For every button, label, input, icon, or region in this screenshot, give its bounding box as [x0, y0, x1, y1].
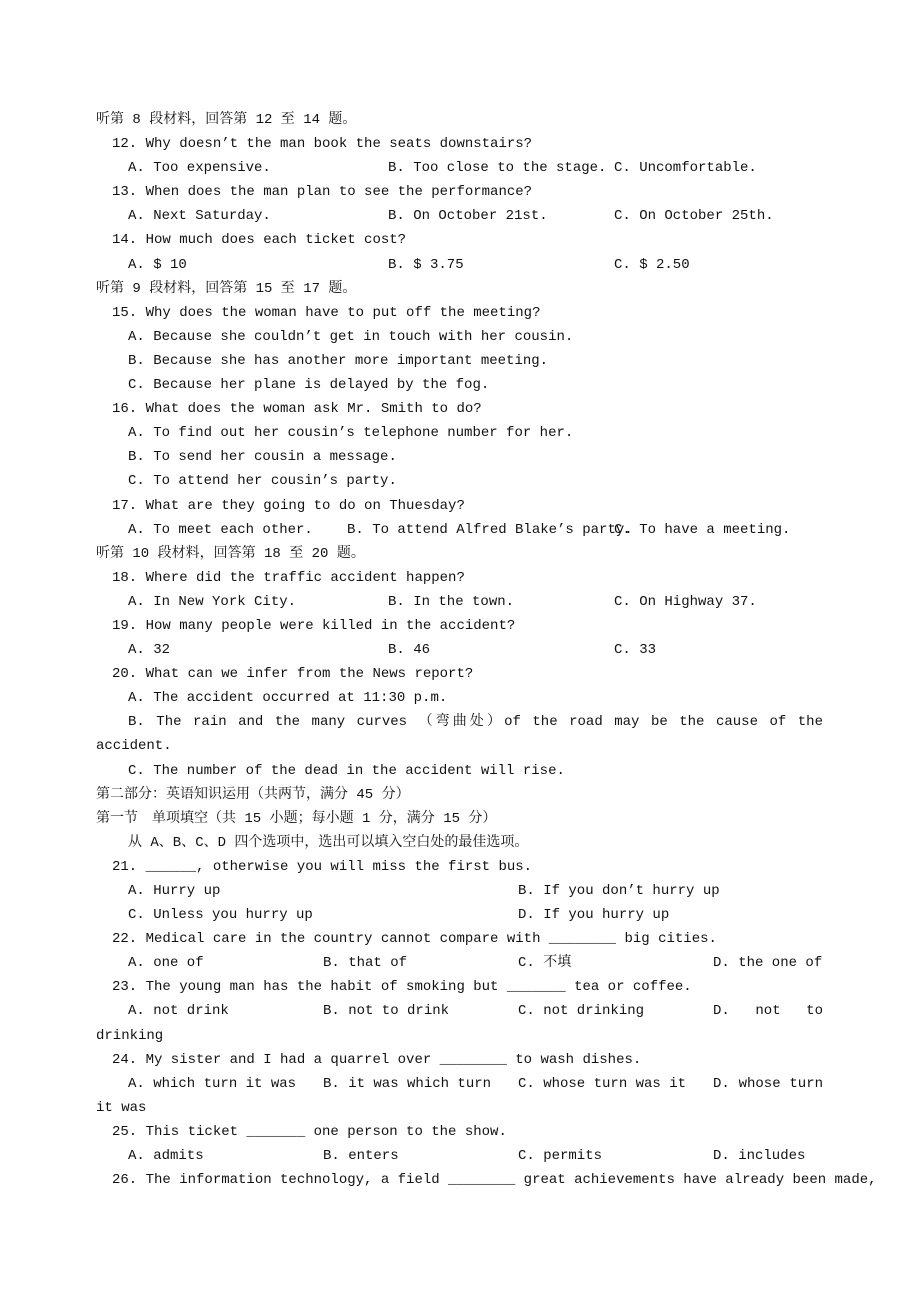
option-line-content: A. The accident occurred at 11:30 p.m. — [128, 690, 448, 707]
answer-option: B. Too close to the stage. — [388, 160, 607, 177]
answer-option: C. To have a meeting. — [614, 521, 791, 538]
option-line-content: C. Because her plane is delayed by the fog. — [128, 377, 490, 394]
question-text — [0, 301, 920, 325]
answer-option: D. the one of — [713, 955, 823, 972]
section-heading-content: 听第 10 段材料，回答第 18 至 20 题。 — [96, 545, 365, 562]
question-text-content: 13. When does the man plan to see the performance? — [112, 184, 533, 201]
answer-option: A. one of — [128, 955, 204, 972]
option-row — [0, 638, 920, 662]
answer-option: C. On Highway 37. — [614, 593, 757, 610]
question-text — [0, 1168, 920, 1192]
option-line-content: C. The number of the dead in the accident will rise. — [128, 762, 565, 779]
answer-option: A. which turn it was — [128, 1075, 297, 1092]
question-text — [0, 132, 920, 156]
option-line — [0, 349, 920, 373]
answer-option: C. On October 25th. — [614, 208, 774, 225]
section-heading-content: 听第 9 段材料，回答第 15 至 17 题。 — [96, 280, 357, 297]
answer-option: D. not to — [713, 1003, 823, 1020]
continued-text — [0, 1096, 920, 1120]
question-text — [0, 855, 920, 879]
continued-text-content: drinking — [96, 1027, 164, 1044]
answer-option: A. Next Saturday. — [128, 208, 271, 225]
option-line — [0, 686, 920, 710]
question-text-content: 14. How much does each ticket cost? — [112, 232, 407, 249]
option-row — [0, 204, 920, 228]
question-text — [0, 180, 920, 204]
answer-option: D. If you hurry up — [518, 907, 670, 924]
option-line-content: B. To send her cousin a message. — [128, 449, 397, 466]
section-heading-content: 第二部分：英语知识运用（共两节，满分 45 分） — [96, 786, 410, 803]
answer-option: B. it was which turn — [323, 1075, 492, 1092]
section-heading — [0, 807, 920, 831]
answer-option: C. not drinking — [518, 1003, 645, 1020]
question-text — [0, 228, 920, 252]
section-heading — [0, 542, 920, 566]
option-row — [0, 1144, 920, 1168]
question-text — [0, 397, 920, 421]
answer-option: A. $ 10 — [128, 256, 187, 273]
option-line-content: B. The rain and the many curves （弯曲处）of the road may be the cause of the — [128, 714, 823, 731]
answer-option: C. 不填 — [518, 955, 572, 972]
answer-option: A. not drink — [128, 1003, 229, 1020]
question-text-content: 18. Where did the traffic accident happen? — [112, 569, 465, 586]
answer-option: B. In the town. — [388, 593, 515, 610]
answer-option: B. On October 21st. — [388, 208, 548, 225]
option-row — [0, 879, 920, 903]
section-heading — [0, 783, 920, 807]
answer-option: D. whose turn — [713, 1075, 823, 1092]
option-line-content: A. To find out her cousin’s telephone number for her. — [128, 425, 574, 442]
answer-option: C. Uncomfortable. — [614, 160, 757, 177]
option-line-content: 从 A、B、C、D 四个选项中，选出可以填入空白处的最佳选项。 — [128, 834, 529, 851]
question-text-content: 26. The information technology, a field ________ great achievements have already been made, — [112, 1172, 877, 1189]
question-text-content: 21. ______, otherwise you will miss the first bus. — [112, 858, 533, 875]
option-line — [0, 831, 920, 855]
answer-option: B. $ 3.75 — [388, 256, 464, 273]
option-line — [0, 421, 920, 445]
question-text-content: 19. How many people were killed in the accident? — [112, 617, 516, 634]
answer-option: A. admits — [128, 1148, 204, 1165]
question-text — [0, 614, 920, 638]
answer-option: B. that of — [323, 955, 408, 972]
answer-option: A. Hurry up — [128, 883, 221, 899]
option-row — [0, 518, 920, 542]
answer-option: C. Unless you hurry up — [128, 907, 313, 924]
option-row — [0, 253, 920, 277]
option-line-content: A. Because she couldn’t get in touch with her cousin. — [128, 328, 574, 345]
question-text — [0, 494, 920, 518]
question-text-content: 25. This ticket _______ one person to the show. — [112, 1123, 507, 1140]
section-heading-content: 听第 8 段材料，回答第 12 至 14 题。 — [96, 112, 357, 128]
continued-text-content: accident. — [96, 738, 172, 755]
answer-option: C. $ 2.50 — [614, 256, 690, 273]
answer-option: C. 33 — [614, 642, 657, 659]
question-text — [0, 1048, 920, 1072]
exam-document — [0, 108, 920, 1192]
answer-option: B. If you don’t hurry up — [518, 883, 720, 899]
option-row — [0, 1072, 920, 1096]
answer-option: C. permits — [518, 1148, 603, 1165]
option-line — [0, 469, 920, 493]
answer-option: A. Too expensive. — [128, 160, 271, 177]
question-text-content: 16. What does the woman ask Mr. Smith to do? — [112, 401, 482, 418]
question-text-content: 22. Medical care in the country cannot compare with ________ big cities. — [112, 931, 717, 948]
option-line — [0, 373, 920, 397]
option-line — [0, 445, 920, 469]
section-heading — [0, 277, 920, 301]
section-heading — [0, 108, 920, 132]
question-text-content: 23. The young man has the habit of smoking but _______ tea or coffee. — [112, 979, 692, 996]
answer-option: C. whose turn was it — [518, 1075, 687, 1092]
answer-option: D. includes — [713, 1148, 806, 1165]
option-line-content: B. Because she has another more important meeting. — [128, 352, 549, 369]
option-line — [0, 710, 920, 734]
answer-option: B. enters — [323, 1148, 399, 1165]
option-row — [0, 951, 920, 975]
option-row — [0, 156, 920, 180]
answer-option: B. 46 — [388, 642, 431, 659]
option-line — [0, 759, 920, 783]
question-text-content: 20. What can we infer from the News report? — [112, 666, 474, 683]
question-text — [0, 662, 920, 686]
option-line — [0, 325, 920, 349]
answer-option: B. not to drink — [323, 1003, 450, 1020]
question-text-content: 24. My sister and I had a quarrel over ________ to wash dishes. — [112, 1051, 642, 1068]
continued-text — [0, 1024, 920, 1048]
question-text-content: 12. Why doesn’t the man book the seats downstairs? — [112, 136, 533, 153]
answer-option: B. To attend Alfred Blake’s party. — [347, 521, 633, 538]
answer-option: A. To meet each other. — [128, 521, 313, 538]
option-row — [0, 999, 920, 1023]
question-text — [0, 927, 920, 951]
question-text — [0, 975, 920, 999]
question-text-content: 17. What are they going to do on Thuesday? — [112, 497, 465, 514]
question-text — [0, 566, 920, 590]
answer-option: A. 32 — [128, 642, 171, 659]
question-text-content: 15. Why does the woman have to put off the meeting? — [112, 304, 541, 321]
option-row — [0, 903, 920, 927]
continued-text-content: it was — [96, 1099, 147, 1116]
answer-option: A. In New York City. — [128, 593, 297, 610]
section-heading-content: 第一节 单项填空（共 15 小题；每小题 1 分，满分 15 分） — [96, 810, 497, 827]
continued-text — [0, 734, 920, 758]
option-line-content: C. To attend her cousin’s party. — [128, 473, 397, 490]
question-text — [0, 1120, 920, 1144]
option-row — [0, 590, 920, 614]
